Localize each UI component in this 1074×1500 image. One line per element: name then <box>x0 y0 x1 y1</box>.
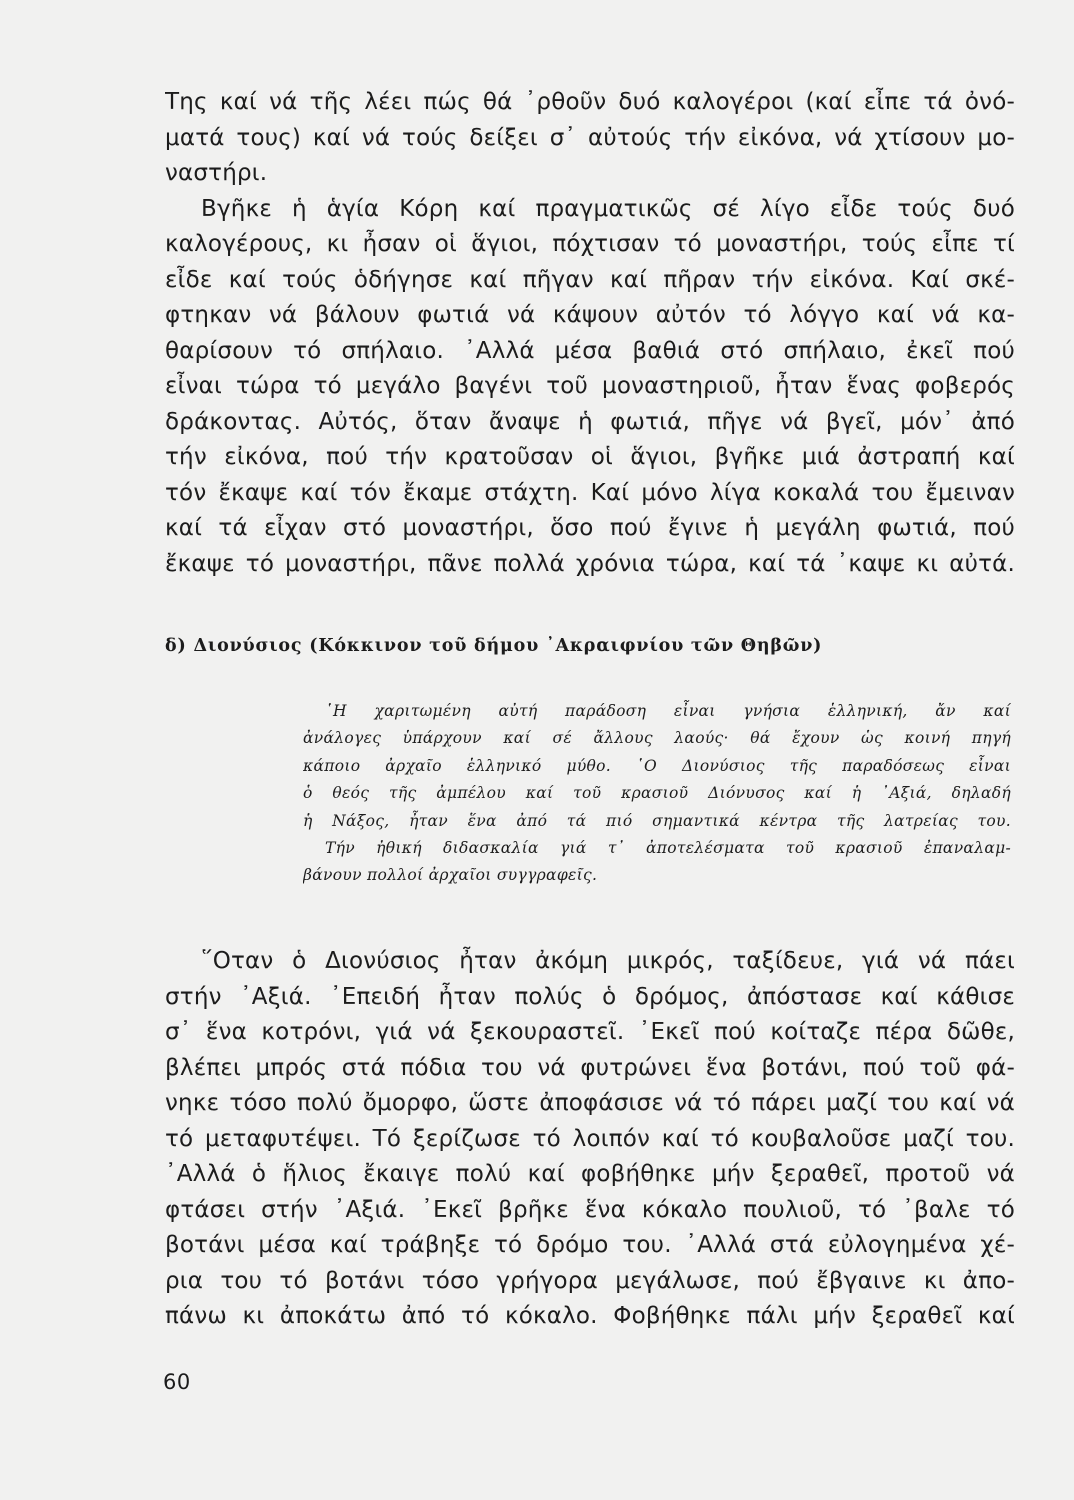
page-number: 60 <box>163 1370 191 1394</box>
note-line: Τήν ἠθική διδασκαλία γιά τ᾿ ἀποτελέσματα τοῦ κρασιοῦ ἐπαναλαμ- <box>325 838 1011 857</box>
text-line: τήν εἰκόνα, πού τήν κρατοῦσαν οἱ ἅγιοι, βγῆκε μιά ἀστραπή καί <box>165 444 1015 470</box>
note-line: βάνουν πολλοί ἀρχαῖοι συγγραφεῖς. <box>303 866 598 885</box>
text-line: στήν ᾿Αξιά. ᾿Επειδή ἦταν πολύς ὁ δρόμος, ἀπόστασε καί κάθισε <box>165 983 1015 1010</box>
text-line: καί τά εἶχαν στό μοναστήρι, ὅσο πού ἔγινε ἡ μεγάλη φωτιά, πού <box>165 515 1015 541</box>
text-line: εἶδε καί τούς ὁδήγησε καί πῆγαν καί πῆραν τήν εἰκόνα. Καί σκέ- <box>165 266 1015 293</box>
text-line: βλέπει μπρός στά πόδια του νά φυτρώνει ἕνα βοτάνι, πού τοῦ φά- <box>165 1054 1015 1081</box>
text-line: θαρίσουν τό σπήλαιο. ᾿Αλλά μέσα βαθιά στό σπήλαιο, ἐκεῖ πού <box>165 337 1015 364</box>
text-line: πάνω κι ἀποκάτω ἀπό τό κόκαλο. Φοβήθηκε πάλι μήν ξεραθεῖ καί <box>165 1303 1015 1329</box>
text-line: ῞Οταν ὁ Διονύσιος ἦταν ἀκόμη μικρός, ταξίδευε, γιά νά πάει <box>201 948 1015 974</box>
text-line: νηκε τόσο πολύ ὄμορφο, ὥστε ἀποφάσισε νά τό πάρει μαζί του καί νά <box>165 1090 1015 1116</box>
note-line: ἡ Νάξος, ἦταν ἕνα ἀπό τά πιό σημαντικά κέντρα τῆς λατρείας του. <box>303 811 1011 830</box>
text-line: εἶναι τώρα τό μεγάλο βαγένι τοῦ μοναστηριοῦ, ἦταν ἕνας φοβερός <box>165 373 1015 399</box>
note-line: ὁ θεός τῆς ἀμπέλου καί τοῦ κρασιοῦ Διόνυσος καί ἡ ᾿Αξιά, δηλαδή <box>303 784 1011 803</box>
text-line: τό μεταφυτέψει. Τό ξερίζωσε τό λοιπόν καί τό κουβαλοῦσε μαζί του. <box>165 1125 1015 1152</box>
paragraph-1 <box>165 85 1015 582</box>
note-line: ἀνάλογες ὑπάρχουν καί σέ ἄλλους λαούς· θά ἔχουν ὡς κοινή πηγή <box>303 729 1011 748</box>
text-line: φτάσει στήν ᾿Αξιά. ᾿Εκεῖ βρῆκε ἕνα κόκαλο πουλιοῦ, τό ᾿βαλε τό <box>165 1196 1015 1223</box>
text-line: καλογέρους, κι ἦσαν οἱ ἅγιοι, πόχτισαν τό μοναστήρι, τούς εἶπε τί <box>165 231 1015 257</box>
note-line: ῾Η χαριτωμένη αὐτή παράδοση εἶναι γνήσια ἑλληνική, ἄν καί <box>325 702 1011 720</box>
text-line: βοτάνι μέσα καί τράβηξε τό δρόμο του. ᾿Αλλά στά εὐλογημένα χέ- <box>165 1232 1015 1258</box>
text-line: Βγῆκε ἡ ἁγία Κόρη καί πραγματικῶς σέ λίγο εἶδε τούς δυό <box>201 195 1015 222</box>
section-heading: δ) Διονύσιος (Κόκκινον τοῦ δήμου ᾿Ακραιφνίου τῶν Θηβῶν) <box>165 636 823 656</box>
text-line: τόν ἔκαψε καί τόν ἔκαμε στάχτη. Καί μόνο λίγα κοκαλά του ἔμειναν <box>165 479 1015 506</box>
text-line: ναστήρι. <box>165 160 268 186</box>
paragraph-2 <box>165 944 1015 1335</box>
text-line: δράκοντας. Αὐτός, ὅταν ἄναψε ἡ φωτιά, πῆγε νά βγεῖ, μόν᾿ ἀπό <box>165 408 1015 435</box>
text-line: ἔκαψε τό μοναστήρι, πᾶνε πολλά χρόνια τώρα, καί τά ᾿καψε κι αὐτά. <box>165 550 1015 577</box>
text-line: σ᾿ ἕνα κοτρόνι, γιά νά ξεκουραστεῖ. ᾿Εκεῖ πού κοίταζε πέρα δῶθε, <box>165 1019 1015 1045</box>
text-line: ματά τους) καί νά τούς δείξει σ᾿ αὐτούς τήν εἰκόνα, νά χτίσουν μο- <box>165 124 1015 151</box>
text-line: Της καί νά τῆς λέει πώς θά ᾿ρθοῦν δυό καλογέροι (καί εἶπε τά ὀνό- <box>165 89 1015 115</box>
text-line: ᾿Αλλά ὁ ἥλιος ἔκαιγε πολύ καί φοβήθηκε μήν ξεραθεῖ, προτοῦ νά <box>165 1161 1015 1187</box>
text-line: ρια του τό βοτάνι τόσο γρήγορα μεγάλωσε, πού ἔβγαινε κι ἀπο- <box>165 1267 1015 1294</box>
editorial-note <box>303 698 1011 890</box>
text-line: φτηκαν νά βάλουν φωτιά νά κάψουν αὐτόν τό λόγγο καί νά κα- <box>165 302 1015 328</box>
note-line: κάποιο ἀρχαῖο ἑλληνικό μύθο. ῾Ο Διονύσιος τῆς παραδόσεως εἶναι <box>303 756 1011 775</box>
